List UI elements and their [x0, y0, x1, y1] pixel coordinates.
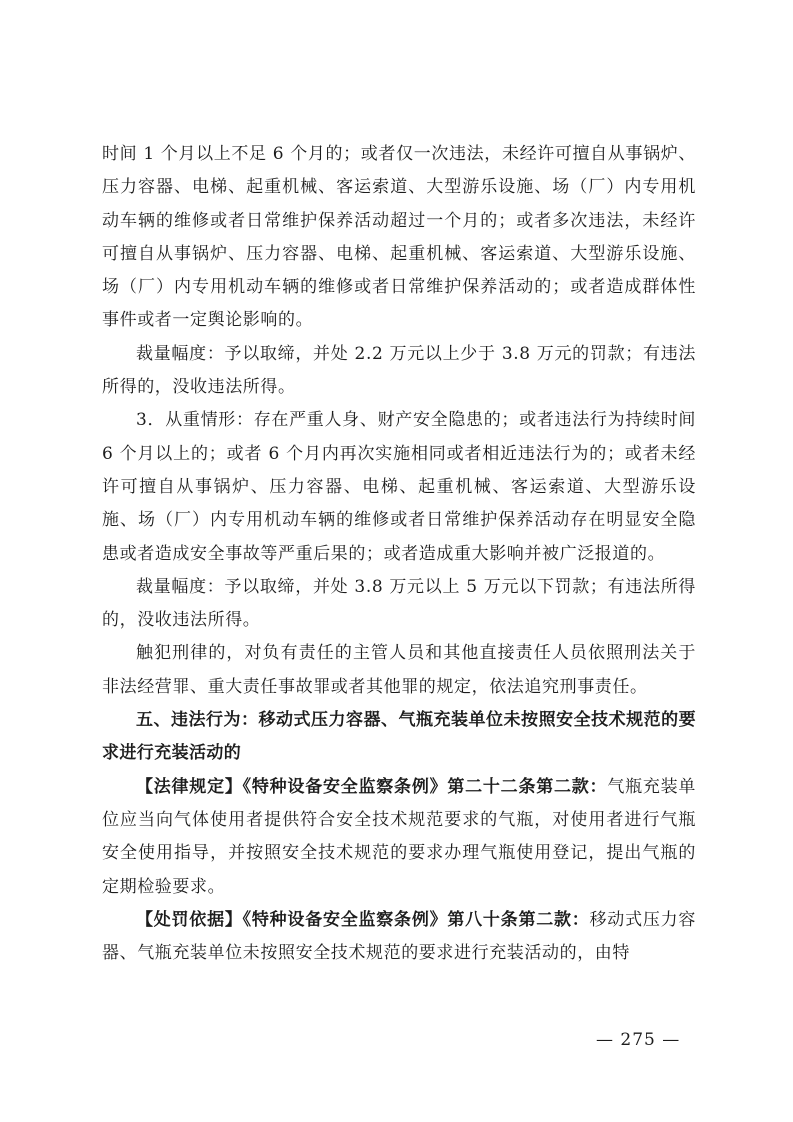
- section-heading-5: 五、违法行为：移动式压力容器、气瓶充装单位未按照安全技术规范的要求进行充装活动的: [102, 710, 696, 764]
- paragraph-aggravated-circumstances: 3．从重情形：存在严重人身、财产安全隐患的；或者违法行为持续时间 6 个月以上的；或者 6 个月内再次实施相同或者相近违法行为的；或者未经许可擅自从事锅炉、压力容器、电梯、起重机械、客运索道、大型游乐设施、场（厂）内专用机动车辆的维修或者日常维护保养活动存在明显安全隐患或者造成安全事故等严重后果的；或者造成重大影响并被广泛报道的。: [102, 410, 696, 564]
- penalty-basis-label: 【处罚依据】《特种设备安全监察条例》第八十条第二款：: [136, 909, 590, 930]
- legal-provision-text: 气瓶充装单位应当向气体使用者提供符合安全技术规范要求的气瓶，对使用者进行气瓶安全使用指导，并按照安全技术规范的要求办理气瓶使用登记，提出气瓶的定期检验要求。: [102, 776, 696, 897]
- penalty-basis-text: 移动式压力容器、气瓶充装单位未按照安全技术规范的要求进行充装活动的，由特: [102, 909, 696, 964]
- paragraph-penalty-basis: [102, 904, 696, 971]
- paragraph-legal-provision: [102, 771, 696, 904]
- legal-provision-label: 【法律规定】《特种设备安全监察条例》第二十二条第二款：: [136, 776, 608, 797]
- paragraph-penalty-range-aggravated: 裁量幅度：予以取缔，并处 3.8 万元以上 5 万元以下罚款；有违法所得的，没收违法所得。: [102, 576, 696, 631]
- paragraph-criminal-liability: 触犯刑律的，对负有责任的主管人员和其他直接责任人员依照刑法关于非法经营罪、重大责任事故罪或者其他罪的规定，依法追究刑事责任。: [102, 643, 696, 697]
- paragraph-penalty-range-general: 裁量幅度：予以取缔，并处 2.2 万元以上少于 3.8 万元的罚款；有违法所得的，没收违法所得。: [102, 343, 696, 398]
- paragraph-continuation: 时间 1 个月以上不足 6 个月的；或者仅一次违法，未经许可擅自从事锅炉、压力容器、电梯、起重机械、客运索道、大型游乐设施、场（厂）内专用机动车辆的维修或者日常维护保养活动超过一个月的；或者多次违法，未经许可擅自从事锅炉、压力容器、电梯、起重机械、客运索道、大型游乐设施、场（厂）内专用机动车辆的维修或者日常维护保养活动的；或者造成群体性事件或者一定舆论影响的。: [102, 144, 696, 331]
- document-body: [102, 138, 696, 970]
- page-number: — 275 —: [596, 1030, 681, 1050]
